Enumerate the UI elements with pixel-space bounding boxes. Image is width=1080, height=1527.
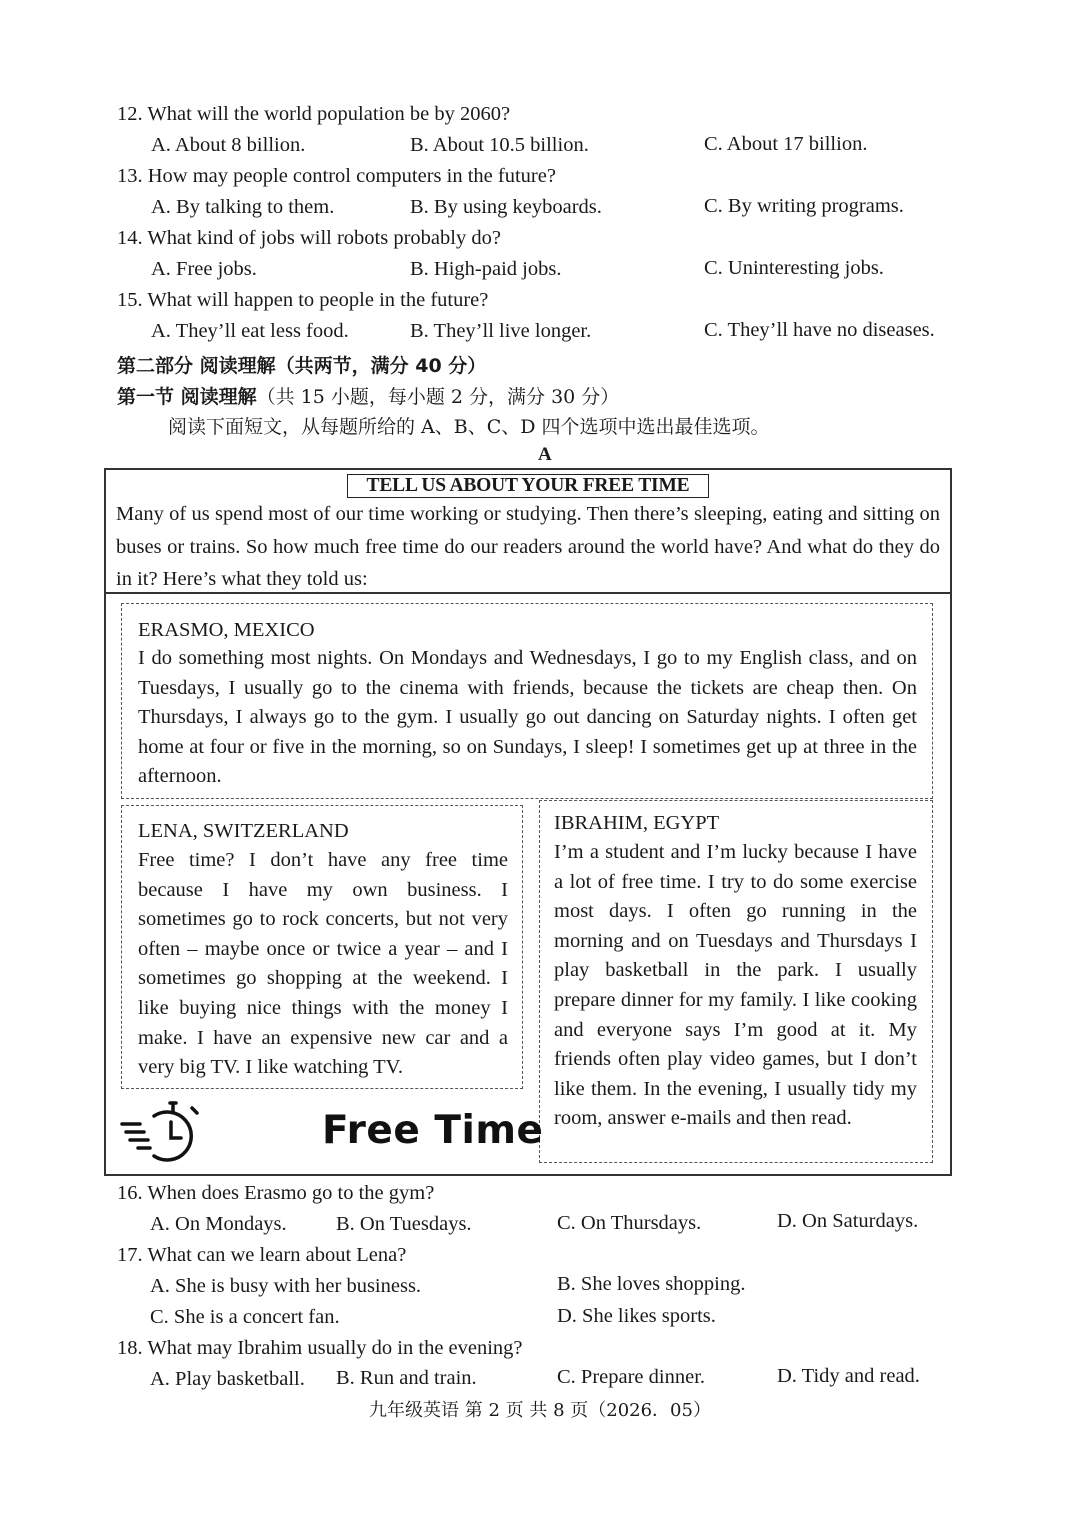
- question-12-option-a: A. About 8 billion.: [151, 134, 306, 156]
- erasmo-heading: ERASMO, MEXICO: [138, 619, 315, 641]
- ibrahim-heading: IBRAHIM, EGYPT: [554, 812, 720, 834]
- lena-heading: LENA, SWITZERLAND: [138, 820, 349, 842]
- lena-text: Free time? I don’t have any free time because I have my own business. I sometimes go to rock concerts, but not very often – maybe once or twice a year – and I sometimes go shopping at the weekend. I like buying nice things with the money I make. I have an expensive new car and a very big TV. I like watching TV.: [138, 849, 508, 1079]
- question-16-option-d: D. On Saturdays.: [777, 1210, 919, 1232]
- reading-instruction: 阅读下面短文，从每题所给的 A、B、C、D 四个选项中选出最佳选项。: [168, 416, 770, 438]
- section1-scoring: （共 15 小题，每小题 2 分，满分 30 分）: [256, 386, 620, 408]
- question-12-option-c: C. About 17 billion.: [704, 133, 868, 155]
- question-17-option-b: B. She loves shopping.: [557, 1273, 746, 1295]
- question-13-option-c: C. By writing programs.: [704, 195, 904, 217]
- question-12-option-b: B. About 10.5 billion.: [410, 134, 589, 156]
- passage-intro: Many of us spend most of our time working or studying. Then there’s sleeping, eating and sitting on buses or trains. So how much free time do our readers around the world have? And what do they do in it? Here’s what they told us:: [116, 503, 940, 590]
- question-14-option-c: C. Uninteresting jobs.: [704, 257, 884, 279]
- question-16-stem: 16. When does Erasmo go to the gym?: [117, 1182, 435, 1204]
- question-18-stem: 18. What may Ibrahim usually do in the evening?: [117, 1337, 523, 1359]
- question-13-option-b: B. By using keyboards.: [410, 196, 602, 218]
- question-17-option-c: C. She is a concert fan.: [150, 1306, 340, 1328]
- part2-title: 第二部分 阅读理解（共两节，满分 40 分）: [117, 355, 487, 377]
- question-15-stem: 15. What will happen to people in the future?: [117, 289, 489, 311]
- question-17-option-d: D. She likes sports.: [557, 1305, 716, 1327]
- page-footer: 九年级英语 第 2 页 共 8 页（2026．05）: [369, 1400, 711, 1421]
- question-15-option-a: A. They’ll eat less food.: [151, 320, 349, 342]
- question-18-option-a: A. Play basketball.: [150, 1368, 305, 1390]
- passage-title: TELL US ABOUT YOUR FREE TIME: [347, 474, 709, 498]
- question-15-option-b: B. They’ll live longer.: [410, 320, 592, 342]
- question-17-option-a: A. She is busy with her business.: [150, 1275, 422, 1297]
- question-14-option-b: B. High-paid jobs.: [410, 258, 562, 280]
- question-13-stem: 13. How may people control computers in the future?: [117, 165, 556, 187]
- erasmo-text: I do something most nights. On Mondays and Wednesdays, I go to my English class, and on Tuesdays, I usually go to the cinema with friends, because the tickets are cheap then. On Thursdays, I always go to the gym. I usually go out dancing on Saturday nights. I often get home at four or five in the morning, so on Sundays, I sleep! I sometimes get up at three in the afternoon.: [138, 647, 917, 788]
- question-16-option-c: C. On Thursdays.: [557, 1212, 702, 1234]
- question-17-stem: 17. What can we learn about Lena?: [117, 1244, 407, 1266]
- question-18-option-b: B. Run and train.: [336, 1367, 477, 1389]
- question-16-option-a: A. On Mondays.: [150, 1213, 287, 1235]
- question-14-stem: 14. What kind of jobs will robots probably do?: [117, 227, 501, 249]
- question-18-option-d: D. Tidy and read.: [777, 1365, 920, 1387]
- section1-title: 第一节 阅读理解: [117, 386, 257, 408]
- question-18-option-c: C. Prepare dinner.: [557, 1366, 706, 1388]
- free-time-logo-text: Free Time: [322, 1108, 544, 1153]
- question-14-option-a: A. Free jobs.: [151, 258, 257, 280]
- question-16-option-b: B. On Tuesdays.: [336, 1213, 472, 1235]
- stopwatch-icon: [118, 1094, 204, 1166]
- question-12-stem: 12. What will the world population be by 2060?: [117, 103, 511, 125]
- passage-label: A: [538, 444, 552, 465]
- ibrahim-text: I’m a student and I’m lucky because I have a lot of free time. I try to do some exercise most days. I often go running in the morning and on Tuesdays and Thursdays I play basketball in the park. I usually prepare dinner for my family. I like cooking and everyone says I’m good at it. My friends often play video games, but I don’t like them. In the evening, I usually tidy my room, answer e-mails and then read.: [554, 841, 917, 1130]
- section1-heading: [117, 382, 619, 409]
- question-15-option-c: C. They’ll have no diseases.: [704, 319, 935, 341]
- question-13-option-a: A. By talking to them.: [151, 196, 335, 218]
